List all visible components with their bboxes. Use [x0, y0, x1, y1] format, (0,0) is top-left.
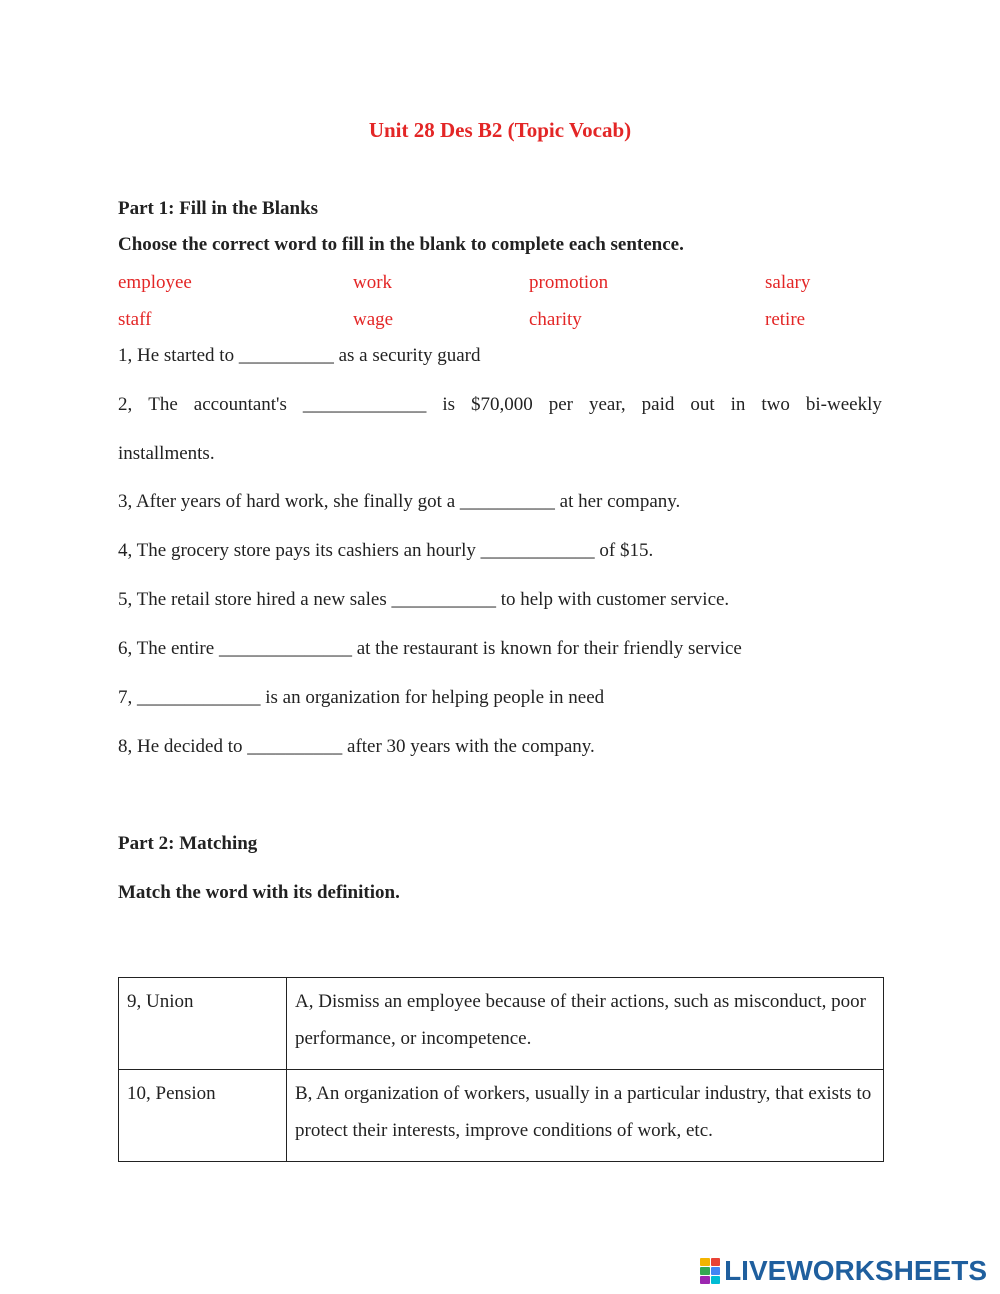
- sentence-2-word: $70,000: [471, 394, 533, 415]
- word-bank-item: wage: [353, 309, 394, 330]
- part2-instruction: Match the word with its definition.: [118, 882, 400, 903]
- match-word-cell: 10, Pension: [119, 1070, 287, 1162]
- sentence-7: 7, _____________ is an organization for helping people in need: [118, 687, 605, 708]
- sentence-2-word: in: [730, 394, 746, 415]
- sentence-2-blank: _____________: [302, 394, 427, 415]
- part1-instruction: Choose the correct word to fill in the blank to complete each sentence.: [118, 234, 684, 255]
- match-word-cell: 9, Union: [119, 978, 287, 1070]
- sentence-2-word: two: [761, 394, 790, 415]
- sentence-4: 4, The grocery store pays its cashiers an hourly ____________ of $15.: [118, 540, 654, 561]
- liveworksheets-logo-text: LIVEWORKSHEETS: [724, 1255, 987, 1286]
- liveworksheets-logo: [700, 1256, 987, 1286]
- word-bank-item: salary: [765, 272, 811, 293]
- sentence-2-word: The: [148, 394, 178, 415]
- sentence-2-word: per: [548, 394, 574, 415]
- sentence-2-word: is: [442, 394, 456, 415]
- word-bank-item: work: [353, 272, 393, 293]
- word-bank-item: staff: [118, 309, 152, 330]
- worksheet-title: Unit 28 Des B2 (Topic Vocab): [368, 118, 632, 142]
- part1-heading: Part 1: Fill in the Blanks: [118, 198, 319, 219]
- word-bank-item: retire: [765, 309, 806, 330]
- word-bank-item: promotion: [529, 272, 609, 293]
- sentence-2-word: accountant's: [193, 394, 287, 415]
- sentence-1: 1, He started to __________ as a security guard: [118, 345, 481, 366]
- sentence-5: 5, The retail store hired a new sales ___________ to help with customer service.: [118, 589, 730, 610]
- table-row: [119, 978, 884, 1070]
- match-definition-cell: B, An organization of workers, usually in a particular industry, that exists to protect their interests, improve conditions of work, etc.: [287, 1070, 884, 1162]
- sentence-2: [118, 394, 882, 416]
- matching-table: [118, 977, 884, 1162]
- sentence-2-word: 2,: [118, 394, 133, 415]
- table-row: [119, 1070, 884, 1162]
- sentence-8: 8, He decided to __________ after 30 years with the company.: [118, 736, 595, 757]
- part2-heading: Part 2: Matching: [118, 833, 258, 854]
- sentence-6: 6, The entire ______________ at the restaurant is known for their friendly service: [118, 638, 742, 659]
- sentence-2-word: bi-weekly: [805, 394, 882, 415]
- sentence-2-word: paid: [641, 394, 675, 415]
- sentence-2-word: out: [690, 394, 715, 415]
- match-definition-cell: A, Dismiss an employee because of their actions, such as misconduct, poor performance, or incompetence.: [287, 978, 884, 1070]
- word-bank-item: charity: [529, 309, 582, 330]
- liveworksheets-logo-icon: [700, 1258, 720, 1284]
- sentence-2-word: year,: [589, 394, 626, 415]
- sentence-3: 3, After years of hard work, she finally got a __________ at her company.: [118, 491, 681, 512]
- sentence-2-continuation: installments.: [118, 443, 215, 464]
- word-bank-item: employee: [118, 272, 192, 293]
